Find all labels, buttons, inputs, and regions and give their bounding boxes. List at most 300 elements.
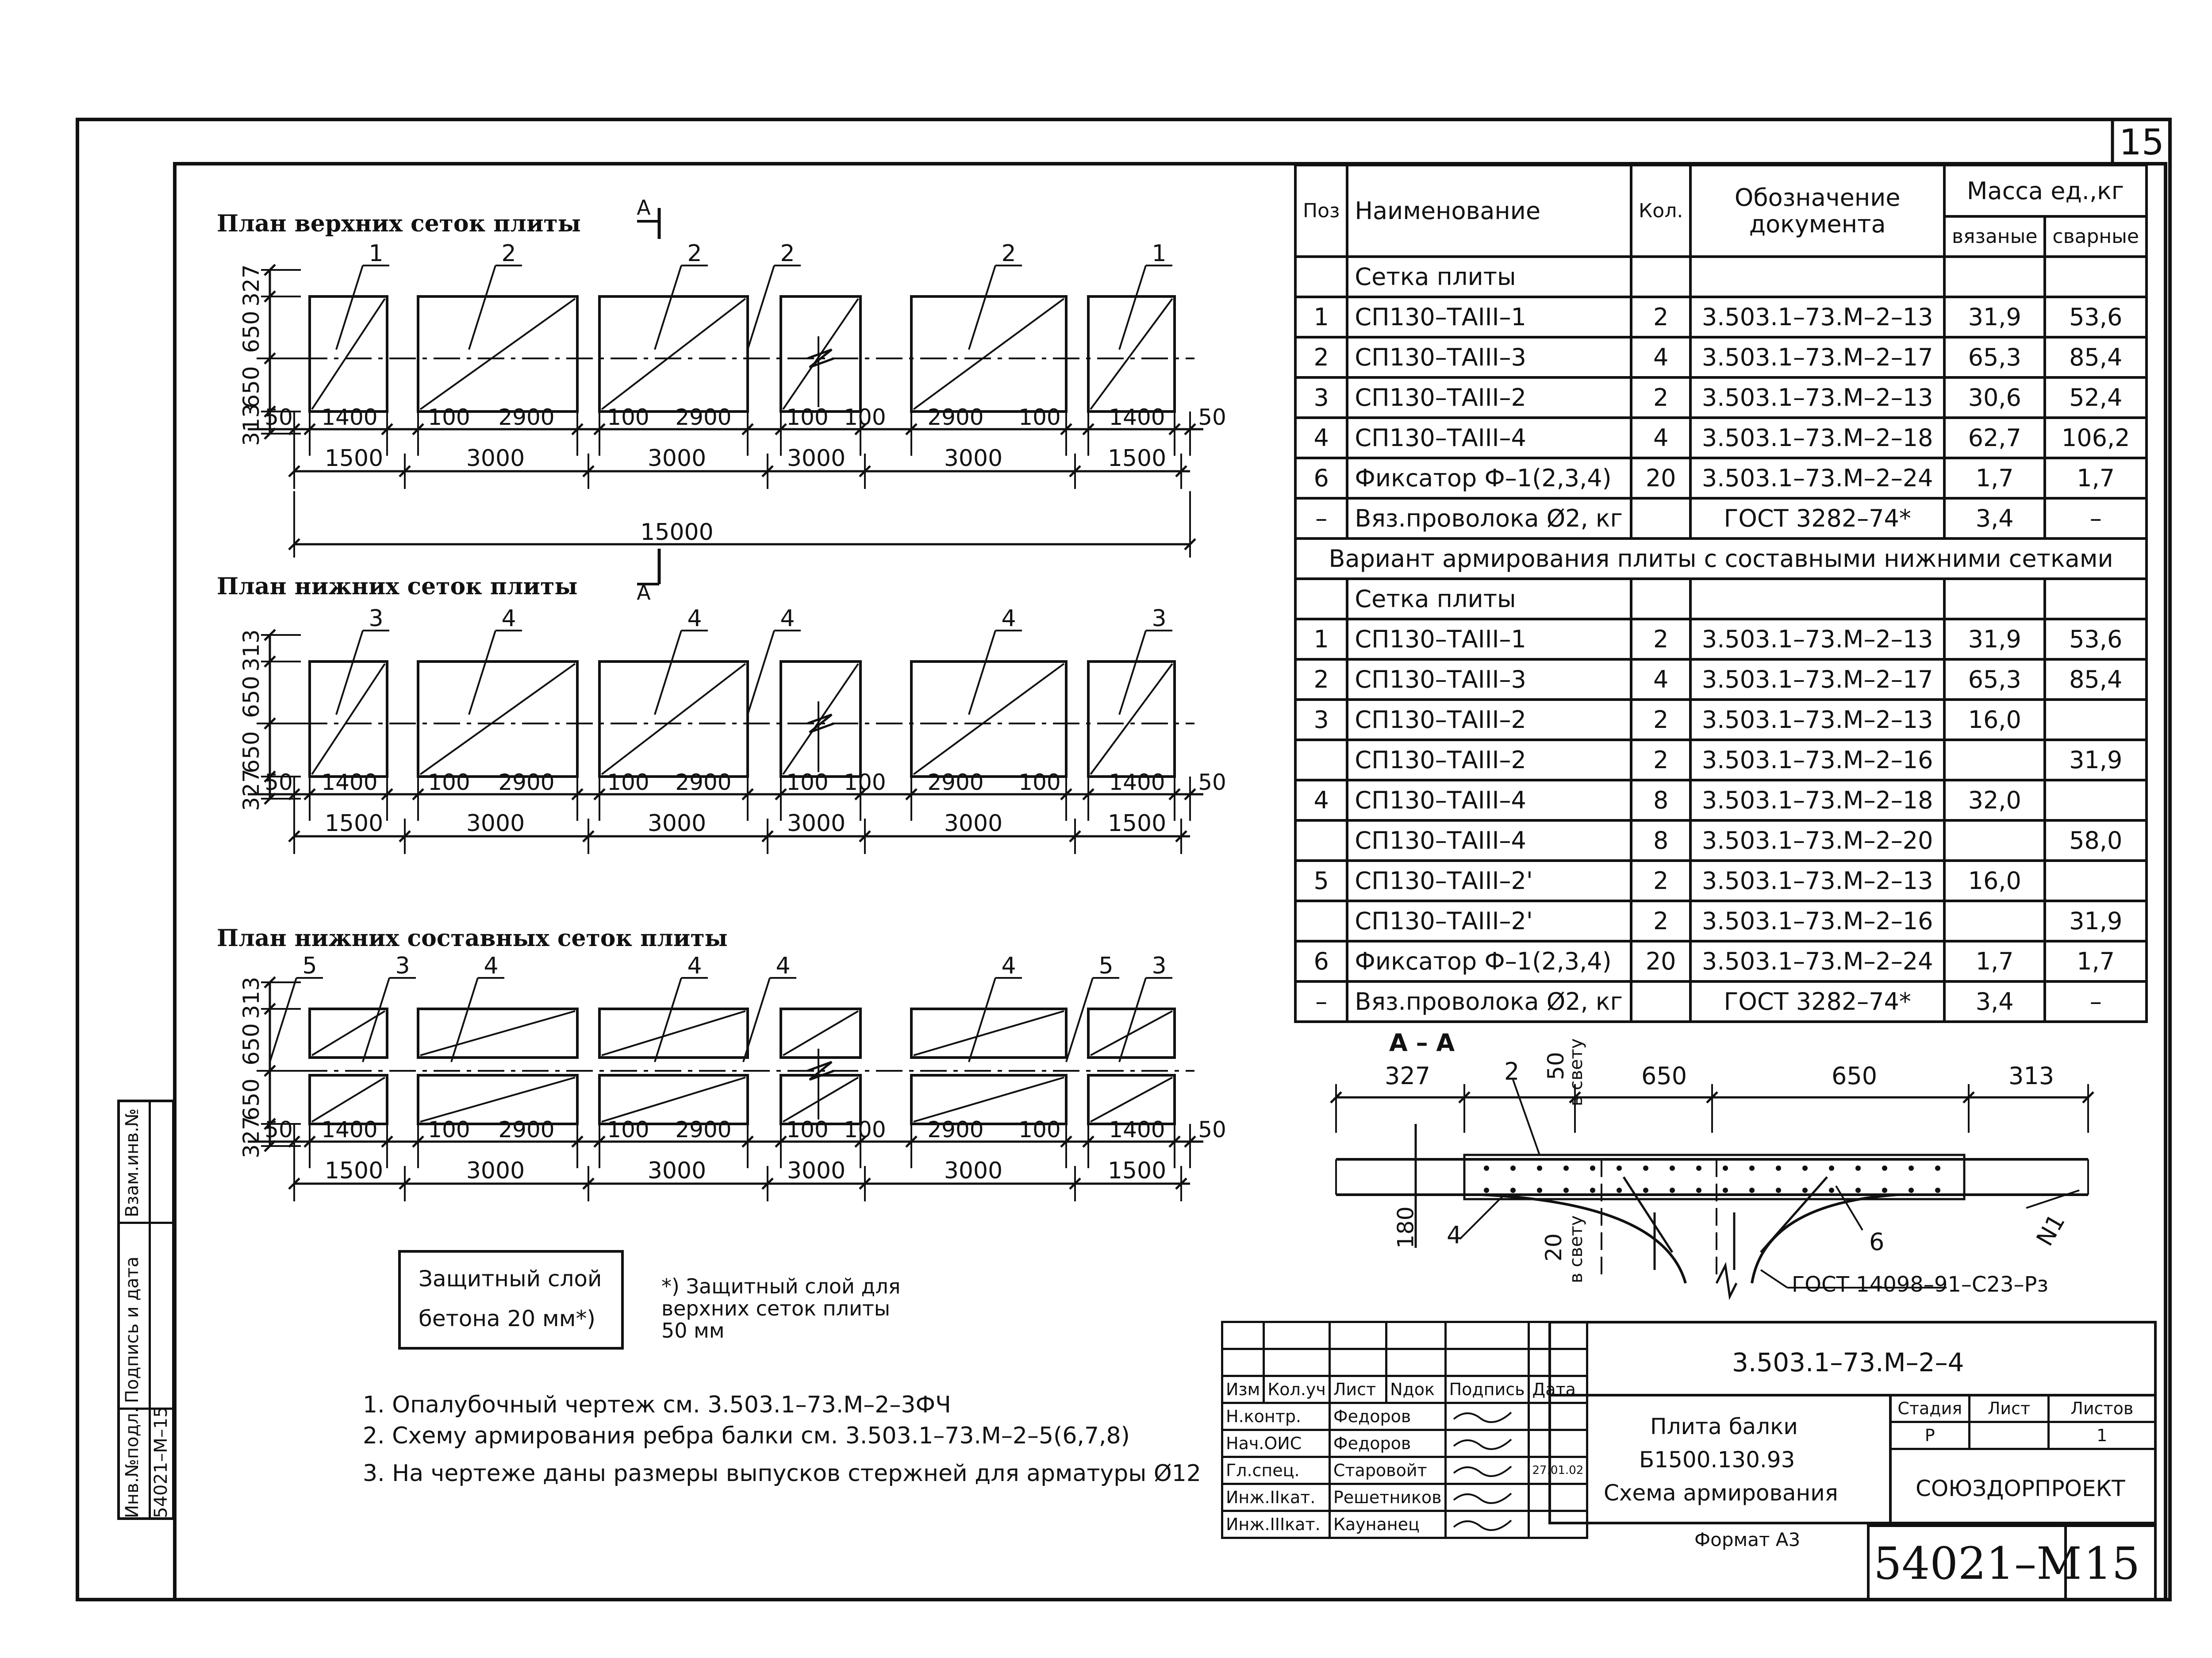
spec-row xyxy=(1295,981,2147,1022)
spec-cell-name: СП130–ТАIII–4 xyxy=(1347,418,1631,458)
spec-cell-pos: – xyxy=(1295,498,1347,539)
inner-dimension: 100 xyxy=(1018,1117,1061,1143)
section-line xyxy=(1460,1195,1504,1239)
spec-cell-name: СП130–ТАIII–2' xyxy=(1347,901,1631,941)
spec-cell-pos: 4 xyxy=(1295,780,1347,820)
revision-header: Дата xyxy=(1528,1376,1587,1403)
bar-dot xyxy=(1776,1188,1781,1193)
mesh-diagonal xyxy=(914,664,1064,774)
spec-cell-pos xyxy=(1295,740,1347,780)
sheets-label: Листов xyxy=(2048,1395,2155,1422)
bar-dot xyxy=(1935,1188,1940,1193)
position-label: 4 xyxy=(1001,605,1016,632)
revision-header: Кол.уч xyxy=(1264,1376,1330,1403)
revision-header: Nдок xyxy=(1386,1376,1445,1403)
bar-dot xyxy=(1696,1188,1701,1193)
cover-box-line2: бетона 20 мм*) xyxy=(419,1306,595,1331)
mesh-diagonal xyxy=(602,1011,745,1055)
spec-cell-name: Вяз.проволока Ø2, кг xyxy=(1347,981,1631,1022)
inner-dimension: 100 xyxy=(786,769,829,795)
spec-cell-pos: 4 xyxy=(1295,418,1347,458)
spec-cell-name: Фиксатор Ф–1(2,3,4) xyxy=(1347,941,1631,981)
outer-dimension: 3000 xyxy=(944,810,1003,837)
cover-box-line1: Защитный слой xyxy=(419,1266,602,1292)
section-line xyxy=(1761,1270,1787,1288)
spec-cell-pos: 1 xyxy=(1295,297,1347,337)
position-label: 4 xyxy=(1001,953,1016,979)
position-label: 2 xyxy=(1001,240,1016,267)
mesh-diagonal xyxy=(602,299,745,409)
spec-cell-pos: 2 xyxy=(1295,659,1347,700)
section-a-a xyxy=(1331,1080,2093,1296)
organization: СОЮЗДОРПРОЕКТ xyxy=(1916,1476,2125,1501)
outer-dimension: 3000 xyxy=(647,810,707,837)
spec-cell-m1: 32,0 xyxy=(1944,780,2045,820)
leader-line xyxy=(748,631,774,715)
inner-dimension: 100 xyxy=(428,769,470,795)
inner-dimension: 2900 xyxy=(675,404,732,430)
position-label: 5 xyxy=(302,953,317,979)
spec-cell-doc: 3.503.1–73.М–2–13 xyxy=(1690,700,1944,740)
left-dimension: 327 xyxy=(238,264,264,307)
bar-dot xyxy=(1882,1166,1887,1171)
section-line xyxy=(2026,1190,2079,1208)
spec-cell-doc: 3.503.1–73.М–2–20 xyxy=(1690,820,1944,861)
outer-dimension: 1500 xyxy=(1107,1158,1167,1184)
outer-dimension: 1500 xyxy=(1107,445,1167,472)
left-dimension: 650 xyxy=(238,731,264,773)
bar-dot xyxy=(1563,1188,1569,1193)
spec-cell-doc: 3.503.1–73.М–2–17 xyxy=(1690,337,1944,377)
note-3: 3. На чертеже даны размеры выпусков стержней для арматуры Ø12 xyxy=(363,1460,1201,1487)
section-dim-313: 313 xyxy=(2008,1062,2055,1090)
inner-dimension: 100 xyxy=(844,404,886,430)
staff-signature xyxy=(1445,1457,1528,1484)
bar-dot xyxy=(1909,1166,1914,1171)
spec-cell-m1 xyxy=(1944,820,2045,861)
bar-dot xyxy=(1696,1166,1701,1171)
spec-cell-doc: 3.503.1–73.М–2–17 xyxy=(1690,659,1944,700)
header-document: Обозначение документа xyxy=(1690,165,1944,257)
stage-label: Стадия xyxy=(1890,1395,1970,1422)
staff-role: Гл.спец. xyxy=(1222,1457,1330,1484)
inner-dimension: 100 xyxy=(1018,404,1061,430)
outer-dimension: 3000 xyxy=(787,810,846,837)
inner-dimension: 100 xyxy=(428,404,470,430)
spec-cell-m2: 58,0 xyxy=(2045,820,2147,861)
inner-dimension: 2900 xyxy=(498,769,555,795)
spec-cell-doc: 3.503.1–73.М–2–18 xyxy=(1690,418,1944,458)
header-name: Наименование xyxy=(1347,165,1631,257)
staff-role: Н.контр. xyxy=(1222,1403,1330,1430)
position-label: 4 xyxy=(776,953,791,979)
spec-cell-m2: 31,9 xyxy=(2045,740,2147,780)
left-dimension: 650 xyxy=(238,1078,264,1121)
spec-cell-qty xyxy=(1631,981,1690,1022)
spec-cell-m1: 16,0 xyxy=(1944,861,2045,901)
outer-dimension: 3000 xyxy=(944,1158,1003,1184)
inner-dimension: 1400 xyxy=(321,1117,378,1143)
inner-dimension: 2900 xyxy=(927,769,984,795)
inner-dimension: 50 xyxy=(265,1117,293,1143)
leader-line xyxy=(469,265,495,350)
section-dim-20: 20 xyxy=(1540,1233,1567,1262)
spec-cell-m1: 62,7 xyxy=(1944,418,2045,458)
outer-dimension: 3000 xyxy=(647,1158,707,1184)
outer-dimension: 1500 xyxy=(324,1158,384,1184)
spec-row xyxy=(1295,861,2147,901)
spec-cell-pos: 6 xyxy=(1295,458,1347,498)
left-dimension: 650 xyxy=(238,366,264,408)
spec-cell-m2: 1,7 xyxy=(2045,941,2147,981)
mesh-diagonal xyxy=(914,1011,1064,1055)
spec-cell-pos: 3 xyxy=(1295,700,1347,740)
title-name-line3: Схема армирования xyxy=(1604,1480,1838,1506)
spec-cell-m2: 106,2 xyxy=(2045,418,2147,458)
spec-cell-pos: 5 xyxy=(1295,861,1347,901)
section-label-6: 6 xyxy=(1869,1228,1885,1256)
side-stamp-vzam: Взам.инв.№ xyxy=(122,1108,142,1217)
spec-cell-qty: 2 xyxy=(1631,377,1690,418)
plan-title-top: План верхних сеток плиты xyxy=(217,210,581,237)
spec-cell-name: СП130–ТАIII–3 xyxy=(1347,659,1631,700)
spec-cell-doc: ГОСТ 3282–74* xyxy=(1690,498,1944,539)
spec-cell-qty: 4 xyxy=(1631,337,1690,377)
bar-dot xyxy=(1909,1188,1914,1193)
position-label: 4 xyxy=(687,605,702,632)
format-label: Формат А3 xyxy=(1694,1529,1801,1550)
spec-cell-doc: 3.503.1–73.М–2–16 xyxy=(1690,901,1944,941)
revision-header: Подпись xyxy=(1445,1376,1528,1403)
bar-dot xyxy=(1484,1188,1489,1193)
spec-cell-m1: 65,3 xyxy=(1944,337,2045,377)
cover-note-3: 50 мм xyxy=(661,1319,725,1343)
bar-dot xyxy=(1643,1188,1648,1193)
spec-cell-m2: 1,7 xyxy=(2045,458,2147,498)
side-stamp xyxy=(117,1100,175,1520)
inner-dimension: 100 xyxy=(844,1117,886,1143)
position-label: 2 xyxy=(687,240,702,267)
position-label: 4 xyxy=(484,953,499,979)
mesh-diagonal xyxy=(420,664,575,774)
section-dim-180: 180 xyxy=(1393,1206,1419,1249)
spec-cell-name: СП130–ТАIII–4 xyxy=(1347,780,1631,820)
mesh-diagonal xyxy=(312,299,385,409)
mesh-diagonal xyxy=(312,664,385,774)
staff-role: Инж.IIIкат. xyxy=(1222,1511,1330,1538)
side-stamp-number: 54021–М–15 xyxy=(151,1406,171,1518)
spec-cell-name: СП130–ТАIII–2' xyxy=(1347,861,1631,901)
corner-sheet-number: 15 xyxy=(2119,122,2164,163)
spec-row xyxy=(1295,458,2147,498)
staff-name: Старовойт xyxy=(1329,1457,1445,1484)
page-number: 15 xyxy=(2084,1538,2140,1589)
left-dimension: 313 xyxy=(238,404,264,446)
title-name-line2: Б1500.130.93 xyxy=(1639,1447,1795,1473)
spec-cell-pos: 2 xyxy=(1295,337,1347,377)
bar-dot xyxy=(1855,1188,1861,1193)
mesh-diagonal xyxy=(420,1011,575,1055)
outer-dimension: 3000 xyxy=(787,445,846,472)
staff-signature xyxy=(1445,1430,1528,1457)
position-label: 1 xyxy=(1152,240,1167,267)
leader-line xyxy=(748,265,774,350)
spec-cell-name: СП130–ТАIII–2 xyxy=(1347,377,1631,418)
spec-cell-name: Вяз.проволока Ø2, кг xyxy=(1347,498,1631,539)
mesh-diagonal xyxy=(312,1077,385,1122)
bar-dot xyxy=(1510,1166,1516,1171)
header-pos: Поз xyxy=(1295,165,1347,257)
inner-dimension: 2900 xyxy=(675,1117,732,1143)
spec-cell-name: СП130–ТАIII–1 xyxy=(1347,619,1631,659)
inner-dimension: 1400 xyxy=(321,769,378,795)
inner-dimension: 1400 xyxy=(1109,769,1165,795)
spec-cell-m1: 1,7 xyxy=(1944,941,2045,981)
spec-row xyxy=(1295,619,2147,659)
position-label: 5 xyxy=(1098,953,1114,979)
bar-dot xyxy=(1855,1166,1861,1171)
bar-dot xyxy=(1537,1188,1542,1193)
leader-line xyxy=(655,265,681,350)
spec-cell-m2 xyxy=(2045,700,2147,740)
inner-dimension: 100 xyxy=(844,769,886,795)
bar-dot xyxy=(1617,1188,1622,1193)
spec-cell-qty: 2 xyxy=(1631,700,1690,740)
spec-cell-m1 xyxy=(1944,740,2045,780)
group-title-2: Сетка плиты xyxy=(1347,579,1631,619)
doc-number: 54021–М xyxy=(1874,1538,2082,1589)
leader-line xyxy=(969,265,995,350)
position-label: 4 xyxy=(780,605,795,632)
leader-line xyxy=(1119,265,1146,350)
stage-table xyxy=(1889,1394,2157,1450)
bar-dot xyxy=(1749,1166,1755,1171)
spec-cell-qty: 2 xyxy=(1631,740,1690,780)
spec-cell-name: СП130–ТАIII–2 xyxy=(1347,700,1631,740)
spec-cell-m2 xyxy=(2045,861,2147,901)
mesh-diagonal xyxy=(783,1011,858,1055)
mesh-diagonal xyxy=(1091,1011,1172,1055)
cover-note-2: верхних сеток плиты xyxy=(661,1296,891,1320)
spec-cell-m1: 16,0 xyxy=(1944,700,2045,740)
spec-cell-m1: 30,6 xyxy=(1944,377,2045,418)
inner-dimension: 2900 xyxy=(498,404,555,430)
inner-dimension: 100 xyxy=(428,1117,470,1143)
spec-row xyxy=(1295,659,2147,700)
left-dimension: 650 xyxy=(238,1023,264,1066)
spec-cell-doc: 3.503.1–73.М–2–16 xyxy=(1690,740,1944,780)
mesh-diagonal xyxy=(602,1077,745,1122)
spec-cell-qty xyxy=(1631,498,1690,539)
staff-name: Решетников xyxy=(1329,1484,1445,1511)
header-mass-tied: вязаные xyxy=(1944,216,2045,257)
inner-dimension: 50 xyxy=(265,404,293,430)
spec-cell-m2: 52,4 xyxy=(2045,377,2147,418)
outer-dimension: 3000 xyxy=(787,1158,846,1184)
inner-dimension: 2900 xyxy=(498,1117,555,1143)
inner-dimension: 50 xyxy=(1198,1117,1226,1143)
section-label-n1: N1 xyxy=(2032,1209,2070,1251)
section-clear-bottom: в свету xyxy=(1566,1215,1586,1283)
spec-cell-pos xyxy=(1295,901,1347,941)
side-stamp-sign: Подпись и дата xyxy=(122,1256,142,1403)
position-label: 3 xyxy=(369,605,384,632)
spec-cell-doc: 3.503.1–73.М–2–13 xyxy=(1690,297,1944,337)
group-title: Сетка плиты xyxy=(1347,257,1631,297)
section-gost: ГОСТ 14098–91–С23–Рз xyxy=(1792,1272,2048,1297)
spec-cell-name: СП130–ТАIII–1 xyxy=(1347,297,1631,337)
staff-signature xyxy=(1445,1484,1528,1511)
left-dimension: 327 xyxy=(238,1116,264,1158)
revision-table xyxy=(1221,1321,1588,1539)
spec-row xyxy=(1295,337,2147,377)
variant-title: Вариант армирования плиты с составными нижними сетками xyxy=(1295,539,2147,579)
section-clear-top: в свету xyxy=(1566,1038,1586,1106)
spec-cell-qty: 8 xyxy=(1631,780,1690,820)
spec-cell-doc: 3.503.1–73.М–2–13 xyxy=(1690,377,1944,418)
sheets-value: 1 xyxy=(2048,1422,2155,1449)
spec-cell-qty: 20 xyxy=(1631,458,1690,498)
mesh-diagonal xyxy=(420,1077,575,1122)
spec-cell-qty: 8 xyxy=(1631,820,1690,861)
plan-drawings xyxy=(238,196,1226,1201)
position-label: 4 xyxy=(687,953,702,979)
inner-dimension: 2900 xyxy=(927,1117,984,1143)
outer-dimension: 3000 xyxy=(466,810,525,837)
spec-row xyxy=(1295,377,2147,418)
mesh-diagonal xyxy=(420,299,575,409)
bar-dot xyxy=(1802,1188,1808,1193)
bar-dot xyxy=(1590,1188,1595,1193)
position-label: 2 xyxy=(501,240,516,267)
spec-cell-m1: 31,9 xyxy=(1944,297,2045,337)
sheet-label: Лист xyxy=(1970,1395,2048,1422)
spec-cell-doc: 3.503.1–73.М–2–18 xyxy=(1690,780,1944,820)
inner-dimension: 1400 xyxy=(1109,404,1165,430)
staff-name: Каунанец xyxy=(1329,1511,1445,1538)
bar-dot xyxy=(1617,1166,1622,1171)
left-dimension: 313 xyxy=(238,629,264,672)
position-label: 4 xyxy=(501,605,516,632)
outer-dimension: 3000 xyxy=(944,445,1003,472)
header-qty: Кол. xyxy=(1631,165,1690,257)
spec-cell-m1: 3,4 xyxy=(1944,498,2045,539)
staff-signature xyxy=(1445,1403,1528,1430)
bar-dot xyxy=(1723,1166,1728,1171)
spec-cell-qty: 4 xyxy=(1631,418,1690,458)
leader-line xyxy=(270,978,296,1062)
mesh-diagonal xyxy=(914,1077,1064,1122)
spec-row xyxy=(1295,740,2147,780)
section-line xyxy=(1624,1177,1672,1252)
spec-row xyxy=(1295,297,2147,337)
leader-line xyxy=(1119,631,1146,715)
position-label: 1 xyxy=(369,240,384,267)
plan-title-bottom: План нижних сеток плиты xyxy=(217,573,578,600)
staff-name: Федоров xyxy=(1329,1403,1445,1430)
mesh-diagonal xyxy=(783,1077,858,1122)
staff-signature xyxy=(1445,1511,1528,1538)
cover-note-1: *) Защитный слой для xyxy=(661,1274,901,1298)
section-dim-327: 327 xyxy=(1385,1062,1431,1090)
spec-cell-doc: 3.503.1–73.М–2–13 xyxy=(1690,619,1944,659)
outer-dimension: 1500 xyxy=(324,445,384,472)
inner-dimension: 100 xyxy=(786,404,829,430)
mesh-diagonal xyxy=(914,299,1064,409)
leader-line xyxy=(469,631,495,715)
section-mark-label: А xyxy=(637,196,651,219)
section-line xyxy=(1513,1080,1540,1155)
spec-cell-pos: 1 xyxy=(1295,619,1347,659)
spec-cell-pos xyxy=(1295,820,1347,861)
spec-cell-pos: 3 xyxy=(1295,377,1347,418)
left-dimension: 313 xyxy=(238,977,264,1019)
total-dimension: 15000 xyxy=(640,519,714,546)
spec-cell-name: СП130–ТАIII–3 xyxy=(1347,337,1631,377)
position-label: 3 xyxy=(1152,953,1167,979)
spec-cell-qty: 2 xyxy=(1631,861,1690,901)
spec-cell-m2: 85,4 xyxy=(2045,337,2147,377)
leader-line xyxy=(655,631,681,715)
bar-dot xyxy=(1590,1166,1595,1171)
spec-cell-pos: – xyxy=(1295,981,1347,1022)
inner-dimension: 100 xyxy=(607,404,649,430)
header-mass-welded: сварные xyxy=(2045,216,2147,257)
spec-row xyxy=(1295,700,2147,740)
staff-name: Федоров xyxy=(1329,1430,1445,1457)
bar-dot xyxy=(1537,1166,1542,1171)
position-label: 3 xyxy=(395,953,410,979)
position-label: 2 xyxy=(780,240,795,267)
spec-row xyxy=(1295,941,2147,981)
spec-cell-m2: 53,6 xyxy=(2045,297,2147,337)
bar-dot xyxy=(1510,1188,1516,1193)
mesh-diagonal xyxy=(602,664,745,774)
spec-row xyxy=(1295,780,2147,820)
outer-dimension: 3000 xyxy=(466,445,525,472)
plan-title-composite: План нижних составных сеток плиты xyxy=(217,925,728,952)
spec-cell-doc: 3.503.1–73.М–2–24 xyxy=(1690,941,1944,981)
section-label-4: 4 xyxy=(1447,1221,1462,1249)
inner-dimension: 100 xyxy=(1018,769,1061,795)
bar-dot xyxy=(1829,1188,1834,1193)
cover-layer-box xyxy=(398,1250,624,1350)
bar-dot xyxy=(1484,1166,1489,1171)
spec-cell-m2: 85,4 xyxy=(2045,659,2147,700)
leader-line xyxy=(655,978,681,1062)
spec-cell-doc: ГОСТ 3282–74* xyxy=(1690,981,1944,1022)
staff-role: Нач.ОИС xyxy=(1222,1430,1330,1457)
side-stamp-inv: Инв.№подл. xyxy=(122,1407,142,1518)
inner-dimension: 50 xyxy=(1198,769,1226,795)
spec-cell-m2: 53,6 xyxy=(2045,619,2147,659)
inner-dimension: 50 xyxy=(265,769,293,795)
revision-header: Лист xyxy=(1329,1376,1386,1403)
staff-role: Инж.IIкат. xyxy=(1222,1484,1330,1511)
inner-dimension: 1400 xyxy=(1109,1117,1165,1143)
leader-line xyxy=(969,631,995,715)
outer-dimension: 1500 xyxy=(324,810,384,837)
stage-value: Р xyxy=(1890,1422,1970,1449)
spec-cell-qty: 2 xyxy=(1631,619,1690,659)
leader-line xyxy=(451,978,478,1062)
bar-dot xyxy=(1563,1166,1569,1171)
header-mass: Масса ед.,кг xyxy=(1944,165,2147,216)
bar-dot xyxy=(1670,1166,1675,1171)
leader-line xyxy=(1119,978,1146,1062)
title-name-line1: Плита балки xyxy=(1650,1414,1798,1439)
section-line xyxy=(1761,1177,1827,1252)
